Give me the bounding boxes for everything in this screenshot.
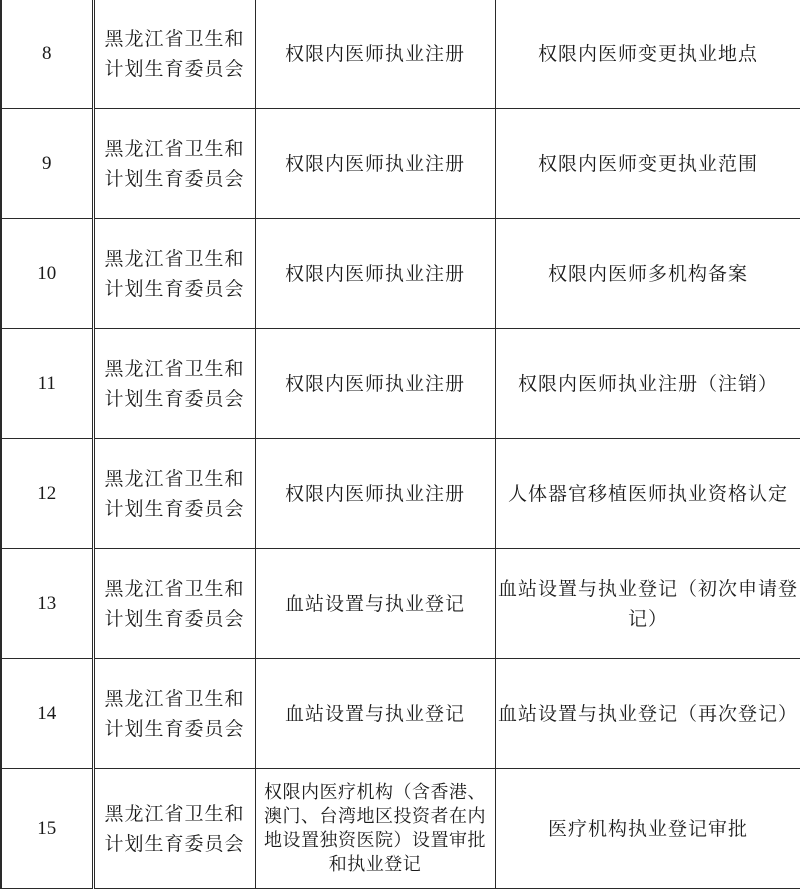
- table-row: [1, 549, 800, 659]
- row-number: 12: [1, 439, 93, 549]
- table-row: [1, 769, 800, 889]
- table-row: [1, 219, 800, 329]
- row-number: 10: [1, 219, 93, 329]
- table-row: [1, 109, 800, 219]
- item-name-cell: 权限内医疗机构（含香港、澳门、台湾地区投资者在内地设置独资医院）设置审批和执业登记: [255, 769, 495, 889]
- row-number: 14: [1, 659, 93, 769]
- item-name-cell: 权限内医师执业注册: [255, 329, 495, 439]
- department-cell: 黑龙江省卫生和计划生育委员会: [93, 769, 255, 889]
- table-row: [1, 659, 800, 769]
- department-cell: 黑龙江省卫生和计划生育委员会: [93, 329, 255, 439]
- item-name-cell: 权限内医师执业注册: [255, 0, 495, 109]
- item-name-cell: 权限内医师执业注册: [255, 109, 495, 219]
- item-name-cell: 权限内医师执业注册: [255, 219, 495, 329]
- department-cell: 黑龙江省卫生和计划生育委员会: [93, 659, 255, 769]
- table-row: [1, 439, 800, 549]
- department-cell: 黑龙江省卫生和计划生育委员会: [93, 549, 255, 659]
- department-cell: 黑龙江省卫生和计划生育委员会: [93, 109, 255, 219]
- row-number: 13: [1, 549, 93, 659]
- sub-item-cell: 权限内医师多机构备案: [495, 219, 800, 329]
- sub-item-cell: 血站设置与执业登记（再次登记）: [495, 659, 800, 769]
- table-row: [1, 329, 800, 439]
- sub-item-cell: 人体器官移植医师执业资格认定: [495, 439, 800, 549]
- sub-item-cell: 医疗机构执业登记审批: [495, 769, 800, 889]
- row-number: 11: [1, 329, 93, 439]
- item-name-cell: 血站设置与执业登记: [255, 659, 495, 769]
- row-number: 8: [1, 0, 93, 109]
- sub-item-cell: 权限内医师执业注册（注销）: [495, 329, 800, 439]
- item-name-cell: 权限内医师执业注册: [255, 439, 495, 549]
- sub-item-cell: 权限内医师变更执业地点: [495, 0, 800, 109]
- department-cell: 黑龙江省卫生和计划生育委员会: [93, 219, 255, 329]
- sub-item-cell: 血站设置与执业登记（初次申请登记）: [495, 549, 800, 659]
- department-cell: 黑龙江省卫生和计划生育委员会: [93, 439, 255, 549]
- sub-item-cell: 权限内医师变更执业范围: [495, 109, 800, 219]
- item-name-cell: 血站设置与执业登记: [255, 549, 495, 659]
- table-row: [1, 0, 800, 109]
- row-number: 15: [1, 769, 93, 889]
- row-number: 9: [1, 109, 93, 219]
- department-cell: 黑龙江省卫生和计划生育委员会: [93, 0, 255, 109]
